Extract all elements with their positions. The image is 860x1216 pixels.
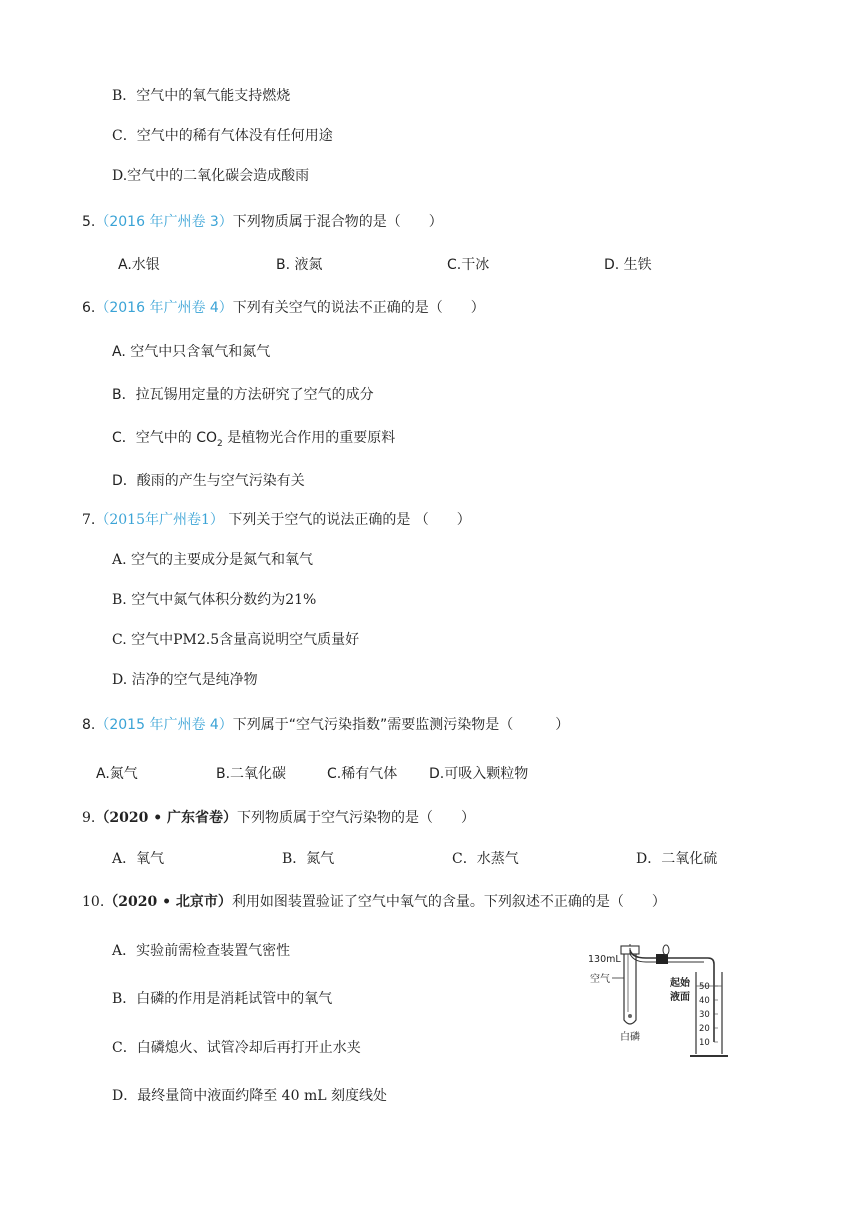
q10-option-a: A．实验前需检查装置气密性 bbox=[112, 943, 291, 959]
white-phosphorus bbox=[628, 1014, 632, 1018]
q7-option-a: A. 空气的主要成分是氮气和氧气 bbox=[112, 552, 314, 568]
question-stem: 下列关于空气的说法正确的是 （ ） bbox=[223, 512, 471, 528]
q8-option-a: A.氮气 bbox=[96, 766, 138, 782]
question-stem: 利用如图装置验证了空气中氧气的含量。下列叙述不正确的是（ ） bbox=[231, 894, 666, 910]
question-source: （2020 • 广东省卷） bbox=[95, 810, 238, 826]
q10-option-c: C．白磷熄火、试管冷却后再打开止水夹 bbox=[112, 1040, 361, 1056]
scale-label-30: 30 bbox=[699, 1010, 710, 1020]
air-label: 空气 bbox=[590, 974, 610, 985]
q9-option-c: C．水蒸气 bbox=[452, 851, 519, 867]
scale-label-50: 50 bbox=[699, 982, 710, 992]
q5-option-d: D. 生铁 bbox=[604, 257, 652, 273]
question-source: （2015 年广州卷 4） bbox=[95, 717, 233, 733]
scale-label-10: 10 bbox=[699, 1038, 710, 1048]
question-stem: 下列有关空气的说法不正确的是（ ） bbox=[232, 300, 485, 316]
question-number: 10. bbox=[82, 894, 105, 910]
q7-option-c: C. 空气中PM2.5含量高说明空气质量好 bbox=[112, 632, 360, 648]
q5-option-c: C.干冰 bbox=[447, 257, 490, 273]
q6-option-b: B．拉瓦锡用定量的方法研究了空气的成分 bbox=[112, 387, 374, 403]
phosphorus-label: 白磷 bbox=[620, 1032, 640, 1043]
subscript-2: 2 bbox=[217, 438, 223, 449]
question-10 bbox=[82, 892, 666, 912]
question-number: 9. bbox=[82, 810, 96, 826]
start-level-label-2: 液面 bbox=[670, 992, 690, 1003]
question-stem: 下列属于“空气污染指数”需要监测污染物是（ ） bbox=[232, 717, 570, 733]
q6-option-a: A. 空气中只含氧气和氮气 bbox=[112, 344, 271, 360]
question-6 bbox=[82, 298, 485, 318]
q5-option-b: B. 液氮 bbox=[276, 257, 323, 273]
q8-option-c: C.稀有气体 bbox=[327, 766, 398, 782]
question-9 bbox=[82, 808, 475, 828]
q5-option-a: A.水银 bbox=[118, 257, 160, 273]
question-number: 6. bbox=[82, 300, 96, 316]
question-source: （2016 年广州卷 4） bbox=[95, 300, 233, 316]
scale-label-20: 20 bbox=[699, 1024, 710, 1034]
apparatus-diagram bbox=[586, 944, 736, 1066]
q10-option-d: D．最终量筒中液面约降至 40 mL 刻度线处 bbox=[112, 1088, 387, 1104]
q4-option-d: D.空气中的二氧化碳会造成酸雨 bbox=[112, 168, 310, 184]
q9-option-b: B．氮气 bbox=[282, 851, 335, 867]
volume-label: 130mL bbox=[588, 954, 621, 965]
q8-option-d: D.可吸入颗粒物 bbox=[429, 766, 529, 782]
q7-option-d: D. 洁净的空气是纯净物 bbox=[112, 672, 258, 688]
question-5 bbox=[82, 212, 443, 232]
question-7 bbox=[82, 510, 471, 530]
question-stem: 下列物质属于空气污染物的是（ ） bbox=[237, 810, 476, 826]
scale-label-40: 40 bbox=[699, 996, 710, 1006]
question-number: 8. bbox=[82, 717, 96, 733]
q4-option-c: C．空气中的稀有气体没有任何用途 bbox=[112, 128, 333, 144]
question-8 bbox=[82, 715, 569, 735]
question-number: 5. bbox=[82, 214, 96, 230]
q6-option-c-suffix: 是植物光合作用的重要原料 bbox=[222, 430, 396, 446]
question-source: （2020 • 北京市） bbox=[104, 894, 232, 910]
start-level-label-1: 起始 bbox=[670, 978, 690, 989]
q9-option-a: A．氧气 bbox=[112, 851, 165, 867]
q10-option-b: B．白磷的作用是消耗试管中的氧气 bbox=[112, 991, 333, 1007]
q9-option-d: D．二氧化硫 bbox=[636, 851, 718, 867]
q4-option-b: B．空气中的氧气能支持燃烧 bbox=[112, 88, 291, 104]
question-stem: 下列物质属于混合物的是（ ） bbox=[232, 214, 443, 230]
question-source: （2015年广州卷1） bbox=[95, 512, 224, 528]
question-number: 7. bbox=[82, 512, 96, 528]
q6-option-c bbox=[112, 428, 395, 448]
q8-option-b: B.二氧化碳 bbox=[216, 766, 287, 782]
water-clamp bbox=[656, 954, 668, 964]
q7-option-b: B. 空气中氮气体积分数约为21% bbox=[112, 592, 317, 608]
q6-option-c-prefix: C．空气中的 CO bbox=[112, 430, 218, 446]
q6-option-d: D．酸雨的产生与空气污染有关 bbox=[112, 473, 305, 489]
question-source: （2016 年广州卷 3） bbox=[95, 214, 233, 230]
